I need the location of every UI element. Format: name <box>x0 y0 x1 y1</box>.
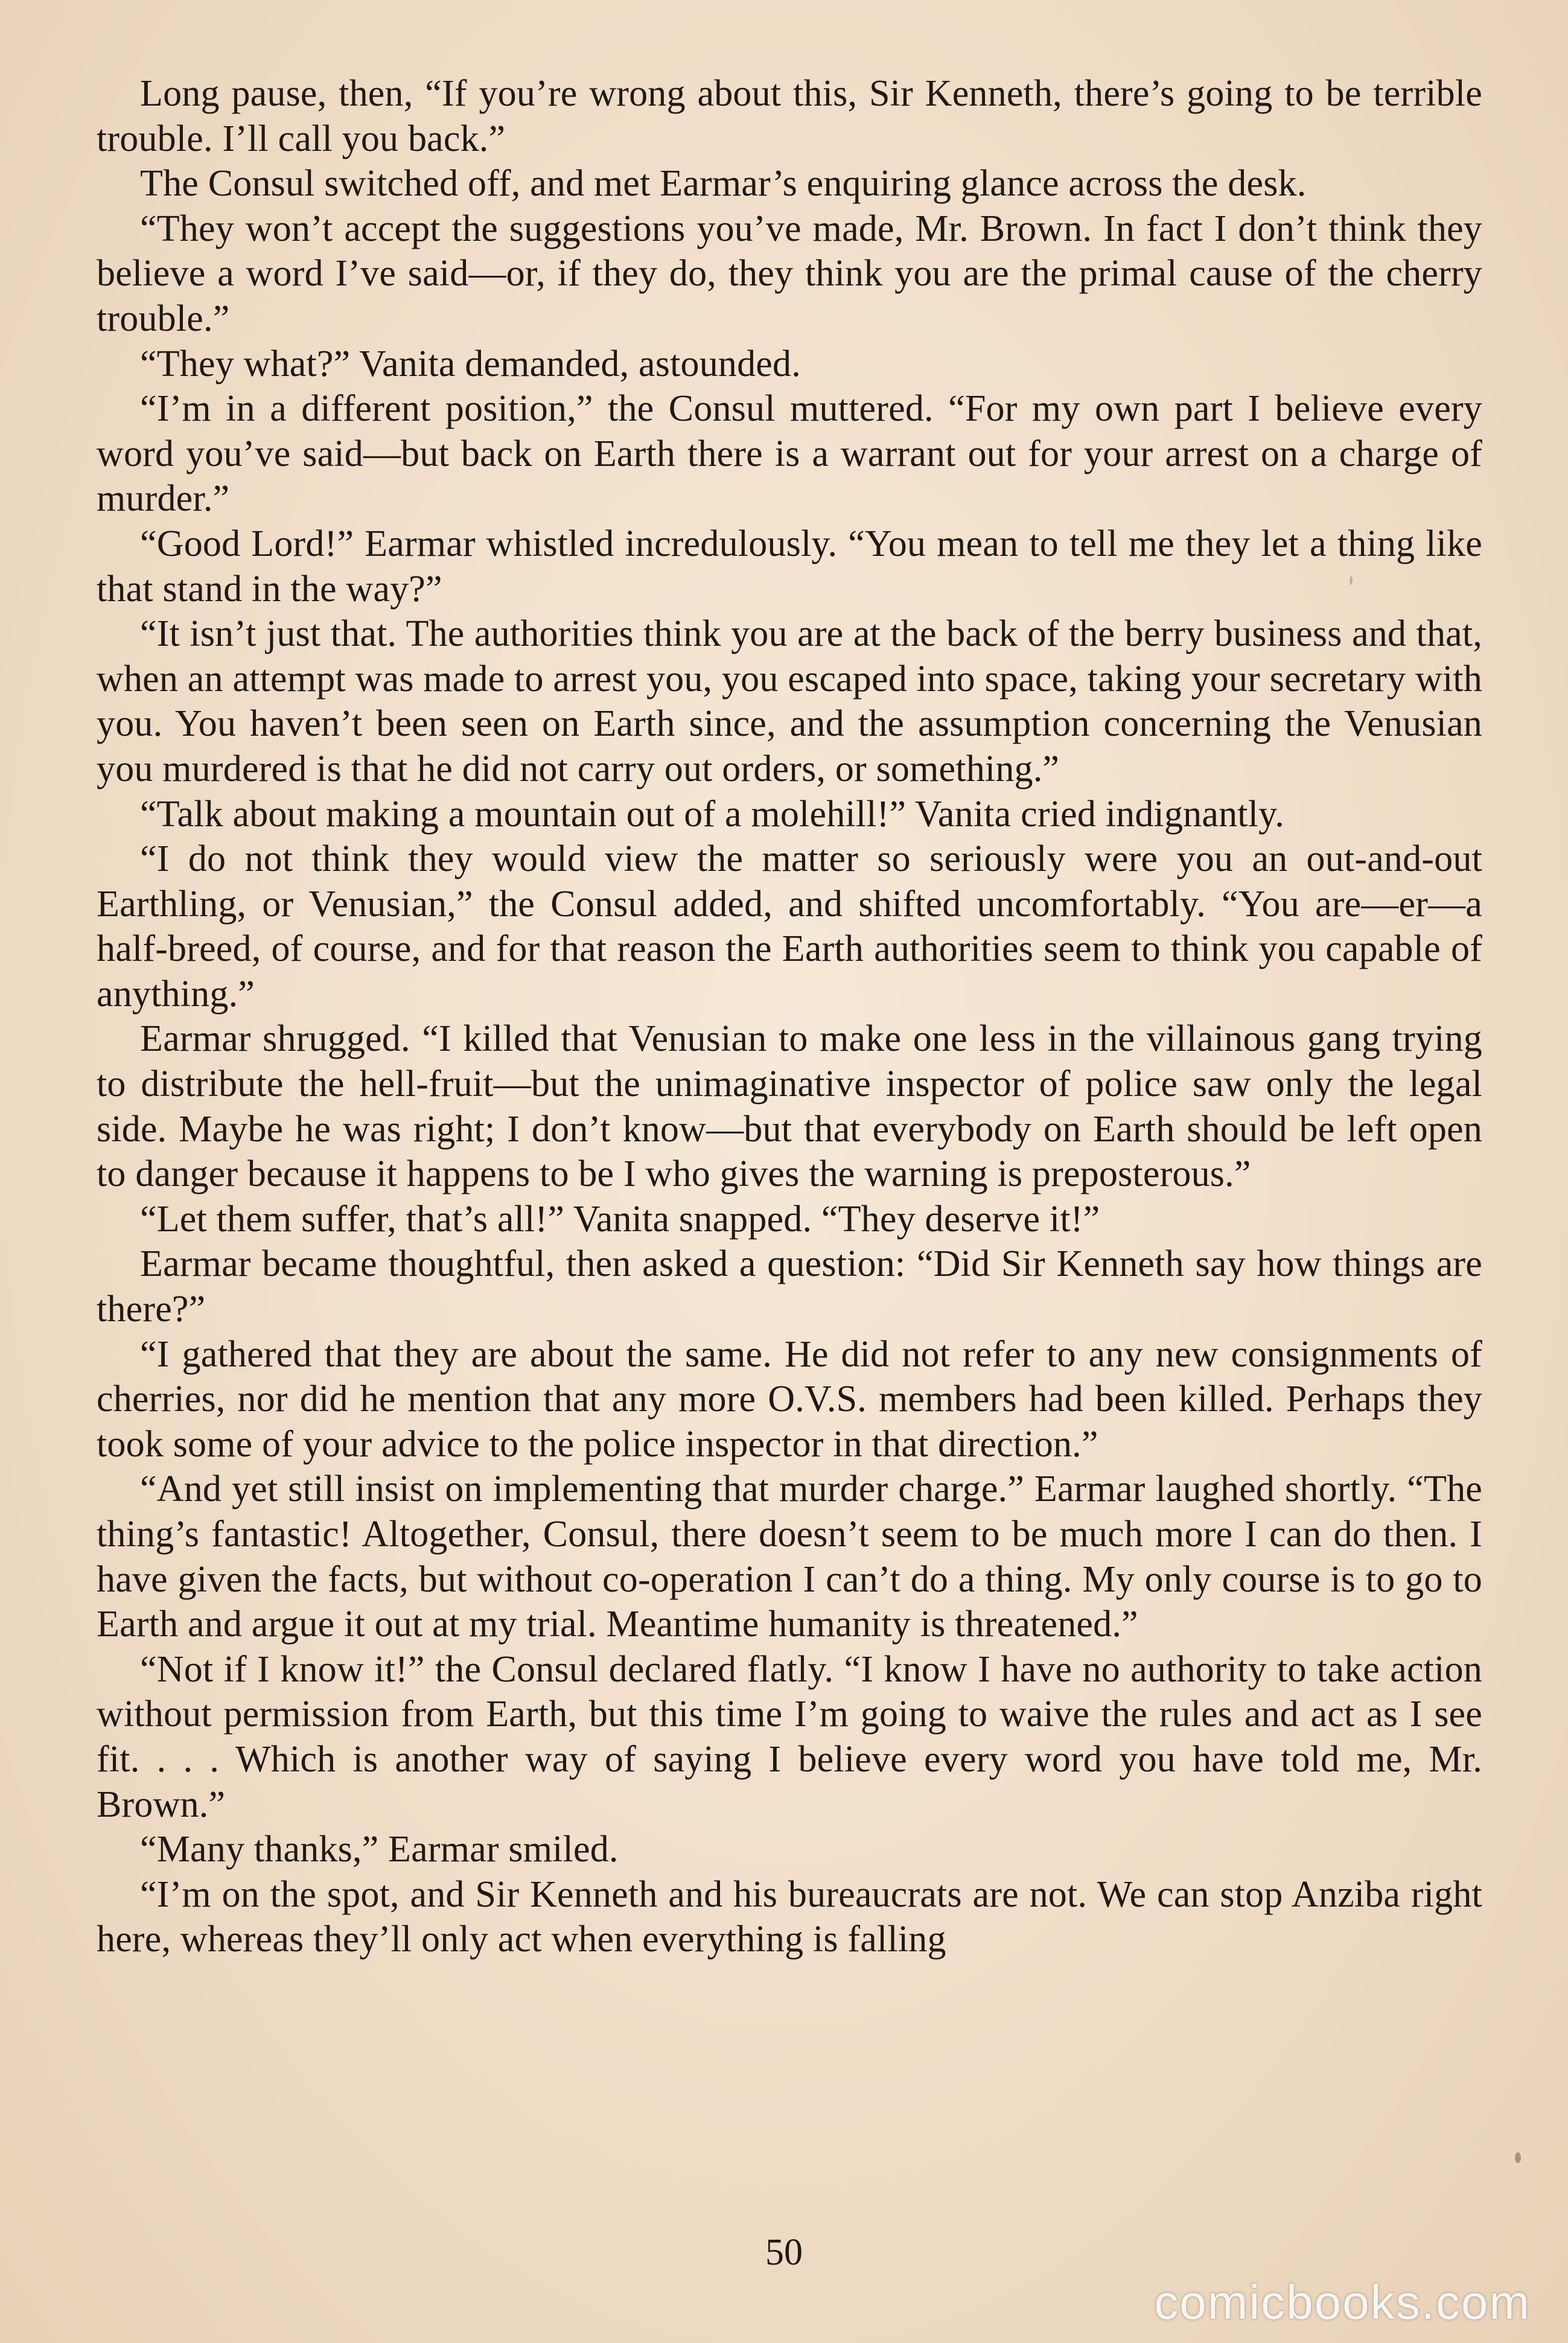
paragraph: “Let them suffer, that’s all!” Vanita snapped. “They deserve it!” <box>140 1198 1100 1240</box>
paragraph: “Many thanks,” Earmar smiled. <box>140 1829 619 1870</box>
paragraph: “Not if I know it!” the Consul declared flatly. “I know I have no authority to take action without permission from Earth, but this time I’m going to waive the rules and act as I see fit. . . . Which is another way of saying I believe every word you have told me, Mr. Brown.” <box>97 1648 1482 1825</box>
paragraph: “I’m in a different position,” the Consul muttered. “For my own part I believe every word you’ve said—but back on Earth there is a warrant out for your arrest on a charge of murder.” <box>97 388 1482 520</box>
paragraph: “I do not think they would view the matter so seriously were you an out-and-out Earthling, or Venusian,” the Consul added, and shifted uncomfortably. “You are—er—a half-breed, of course, and for that reason the Earth authorities seem to think you capable of anything.” <box>97 838 1482 1015</box>
page-text <box>97 71 1482 1962</box>
paragraph: The Consul switched off, and met Earmar’s enquiring glance across the desk. <box>140 163 1307 205</box>
paragraph: Long pause, then, “If you’re wrong about this, Sir Kenneth, there’s going to be terrible trouble. I’ll call you back.” <box>97 73 1482 159</box>
paper-speck <box>1515 2152 1521 2163</box>
paper-speck <box>1350 576 1353 585</box>
paragraph: “I gathered that they are about the same. He did not refer to any new consignments of cherries, nor did he mention that any more O.V.S. members had been killed. Perhaps they took some of your advice to the police inspector in that direction.” <box>97 1333 1482 1465</box>
paragraph: “I’m on the spot, and Sir Kenneth and his bureaucrats are not. We can stop Anziba right here, whereas they’ll only act when everything is falling <box>97 1873 1482 1960</box>
watermark-logo: comicbooks.com <box>1154 2275 1531 2329</box>
paragraph: Earmar became thoughtful, then asked a question: “Did Sir Kenneth say how things are there?” <box>97 1243 1482 1330</box>
paragraph: “And yet still insist on implementing that murder charge.” Earmar laughed shortly. “The thing’s fantastic! Altogether, Consul, there doesn’t seem to be much more I can do then. I have given the facts, but without co-operation I can’t do a thing. My only course is to go to Earth and argue it out at my trial. Meantime humanity is threatened.” <box>97 1468 1482 1645</box>
paragraph: “Good Lord!” Earmar whistled incredulously. “You mean to tell me they let a thing like that stand in the way?” <box>97 523 1482 610</box>
paragraph: “They won’t accept the suggestions you’ve made, Mr. Brown. In fact I don’t think they believe a word I’ve said—or, if they do, they think you are the primal cause of the cherry trouble.” <box>97 208 1482 339</box>
paragraph: Earmar shrugged. “I killed that Venusian to make one less in the villainous gang trying to distribute the hell-fruit—but the unimaginative inspector of police saw only the legal side. Maybe he was right; I don’t know—but that everybody on Earth should be left open to danger because it happens to be I who gives the warning is preposterous.” <box>97 1018 1482 1195</box>
paragraph: “They what?” Vanita demanded, astounded. <box>140 343 801 384</box>
page-number: 50 <box>765 2232 803 2273</box>
paragraph: “It isn’t just that. The authorities think you are at the back of the berry business and that, when an attempt was made to arrest you, you escaped into space, taking your secretary with you. You haven’t been seen on Earth since, and the assumption concerning the Venusian you murdered is that he did not carry out orders, or something.” <box>97 613 1482 789</box>
paragraph: “Talk about making a mountain out of a molehill!” Vanita cried indignantly. <box>140 793 1285 835</box>
